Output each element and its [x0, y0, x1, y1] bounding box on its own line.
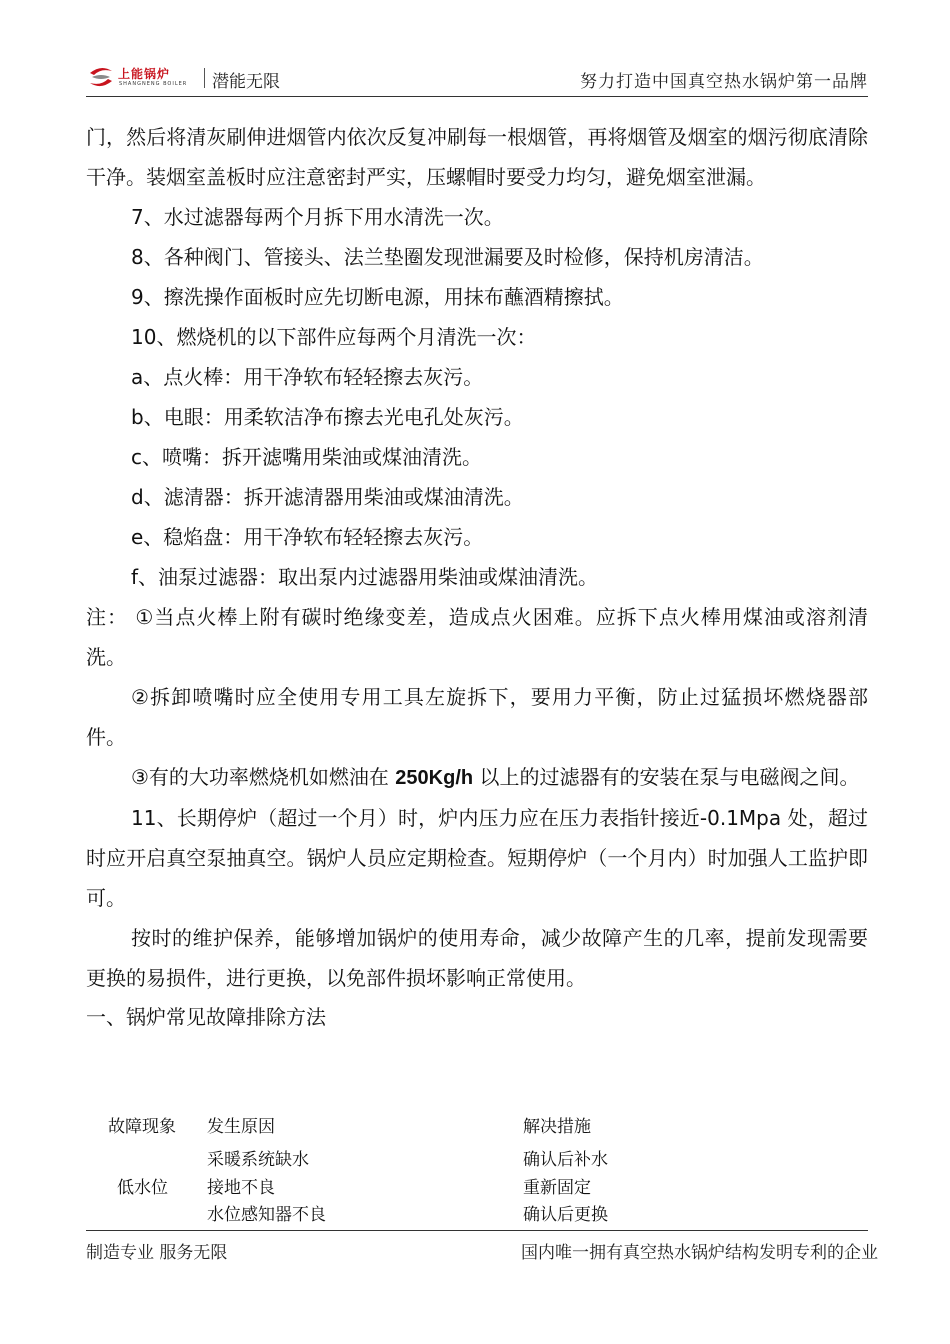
table-cell-solution: 重新固定 [523, 1178, 591, 1198]
note-2: ②拆卸喷嘴时应全使用专用工具左旋拆下，要用力平衡，防止过猛损坏燃烧器部件。 [86, 685, 868, 749]
item-10-b: b、电眼：用柔软洁净布擦去光电孔处灰污。 [131, 405, 524, 429]
note-1: 注： ①当点火棒上附有碳时绝缘变差，造成点火困难。应拆下点火棒用煤油或溶剂清洗。 [86, 605, 868, 669]
section-title: 一、锅炉常见故障排除方法 [86, 1005, 326, 1029]
note-3-value: 250Kg/h [395, 767, 474, 789]
summary-paragraph: 按时的维护保养，能够增加锅炉的使用寿命，减少故障产生的几率，提前发现需要更换的易损件，进行更换，以免部件损坏影响正常使用。 [86, 926, 868, 990]
table-header-solution: 解决措施 [523, 1117, 591, 1137]
company-logo [86, 62, 204, 92]
header-slogan-left: 潜能无限 [212, 72, 280, 92]
document-body [86, 117, 868, 1036]
table-cell-solution: 确认后更换 [523, 1205, 608, 1225]
item-8: 8、各种阀门、管接头、法兰垫圈发现泄漏要及时检修，保持机房清洁。 [131, 245, 764, 269]
header-divider [204, 68, 205, 88]
logo-text: 上能锅炉 [118, 67, 171, 81]
item-10-d: d、滤清器：拆开滤清器用柴油或煤油清洗。 [131, 485, 524, 509]
table-cell-symptom: 低水位 [117, 1178, 168, 1198]
table-cell-cause: 水位感知器不良 [207, 1205, 326, 1225]
logo-swirl-icon [86, 62, 116, 92]
table-header-cause: 发生原因 [207, 1117, 275, 1137]
table-cell-cause: 接地不良 [207, 1178, 275, 1198]
note-3-post: 以上的过滤器有的安装在泵与电磁阀之间。 [473, 765, 860, 789]
logo-subtext: SHANGNENG BOILER [119, 81, 188, 87]
table-cell-cause: 采暖系统缺水 [207, 1150, 309, 1170]
item-9: 9、擦洗操作面板时应先切断电源，用抹布蘸酒精擦拭。 [131, 285, 624, 309]
item-10: 10、燃烧机的以下部件应每两个月清洗一次： [131, 325, 537, 349]
item-10-e: e、稳焰盘：用干净软布轻轻擦去灰污。 [131, 525, 484, 549]
footer-slogan-right: 国内唯一拥有真空热水锅炉结构发明专利的企业 [521, 1243, 878, 1263]
item-10-a: a、点火棒：用干净软布轻轻擦去灰污。 [131, 365, 484, 389]
item-7: 7、水过滤器每两个月拆下用水清洗一次。 [131, 205, 504, 229]
header-slogan-right: 努力打造中国真空热水锅炉第一品牌 [580, 72, 868, 92]
table-cell-solution: 确认后补水 [523, 1150, 608, 1170]
paragraph-continued: 门，然后将清灰刷伸进烟管内依次反复冲刷每一根烟管，再将烟管及烟室的烟污彻底清除干净。装烟室盖板时应注意密封严实，压螺帽时要受力均匀，避免烟室泄漏。 [86, 125, 868, 189]
table-header-symptom: 故障现象 [108, 1117, 176, 1137]
note-3-pre: ③有的大功率燃烧机如燃油在 [131, 765, 396, 789]
item-10-c: c、喷嘴：拆开滤嘴用柴油或煤油清洗。 [131, 445, 482, 469]
header-rule [86, 96, 868, 97]
item-10-f: f、油泵过滤器：取出泵内过滤器用柴油或煤油清洗。 [131, 565, 599, 589]
footer-slogan-left: 制造专业 服务无限 [86, 1243, 228, 1263]
footer-rule [86, 1230, 868, 1231]
item-11: 11、长期停炉（超过一个月）时，炉内压力应在压力表指针接近-0.1Mpa 处，超过时应开启真空泵抽真空。锅炉人员应定期检查。短期停炉（一个月内）时加强人工监护即可。 [86, 806, 868, 910]
note-3 [86, 757, 868, 798]
page-header [86, 62, 868, 96]
